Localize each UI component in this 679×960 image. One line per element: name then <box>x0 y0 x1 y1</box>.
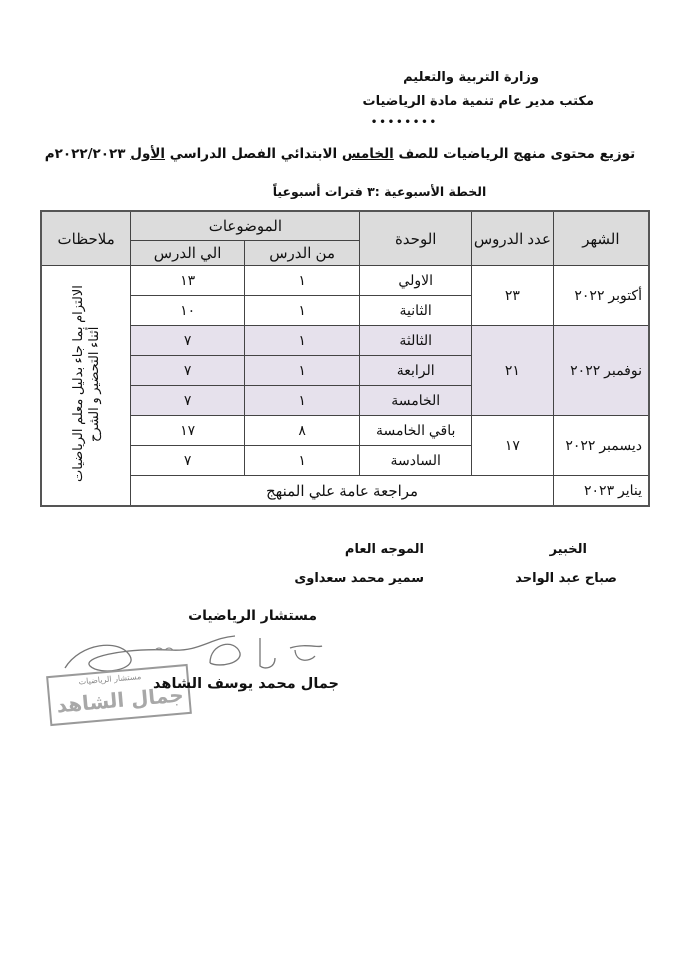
separator-dots: •••••••• <box>370 117 439 128</box>
stamp-line1: مستشار الرياضيات <box>78 672 142 687</box>
from-lesson-cell: ٨ <box>244 416 360 446</box>
to-lesson-cell: ١٧ <box>131 416 245 446</box>
month-cell: نوفمبر ٢٠٢٢ <box>553 326 649 416</box>
month-cell: يناير ٢٠٢٣ <box>553 476 649 507</box>
header-to-lesson: الي الدرس <box>131 241 245 266</box>
unit-cell: باقي الخامسة <box>360 416 472 446</box>
title-year: ٢٠٢٢/٢٠٢٣م <box>44 146 131 162</box>
lesson-count-cell: ٢٣ <box>472 266 554 326</box>
table-row <box>41 326 649 356</box>
expert-name: صباح عبد الواحد <box>515 571 617 586</box>
lesson-count-cell: ١٧ <box>472 416 554 476</box>
month-cell: ديسمبر ٢٠٢٢ <box>553 416 649 476</box>
to-lesson-cell: ٧ <box>131 446 245 476</box>
to-lesson-cell: ١٣ <box>131 266 245 296</box>
unit-cell: الثالثة <box>360 326 472 356</box>
weekly-plan-subtitle: الخطة الأسبوعية :٣ فترات أسبوعياً <box>272 184 487 199</box>
review-cell: مراجعة عامة علي المنهج <box>131 476 553 507</box>
to-lesson-cell: ١٠ <box>131 296 245 326</box>
document-title <box>20 146 660 162</box>
advisor-title: مستشار الرياضيات <box>188 608 317 624</box>
expert-title: الخبير <box>549 542 587 557</box>
curriculum-table <box>40 210 650 507</box>
month-cell: أكتوبر ٢٠٢٢ <box>553 266 649 326</box>
from-lesson-cell: ١ <box>244 356 360 386</box>
from-lesson-cell: ١ <box>244 446 360 476</box>
notes-text: الالتزام بما جاء بدليل معلم الرياضيات أثناء التحضير و الشرح <box>70 285 102 483</box>
supervisor-name: سمير محمد سعداوى <box>294 571 424 586</box>
header-from-lesson: من الدرس <box>244 241 360 266</box>
unit-cell: الرابعة <box>360 356 472 386</box>
unit-cell: الاولي <box>360 266 472 296</box>
office-name: مكتب مدير عام تنمية مادة الرياضيات <box>362 94 594 109</box>
table-row <box>41 416 649 446</box>
unit-cell: الخامسة <box>360 386 472 416</box>
ministry-name: وزارة التربية والتعليم <box>403 70 539 85</box>
from-lesson-cell: ١ <box>244 326 360 356</box>
from-lesson-cell: ١ <box>244 266 360 296</box>
notes-cell <box>41 266 131 507</box>
to-lesson-cell: ٧ <box>131 386 245 416</box>
title-grade: الخامس <box>341 146 394 162</box>
to-lesson-cell: ٧ <box>131 326 245 356</box>
stamp-line2: جمال الشاهد <box>55 682 185 718</box>
header-topics: الموضوعات <box>131 211 360 241</box>
from-lesson-cell: ١ <box>244 386 360 416</box>
header-notes: ملاحظات <box>41 211 131 266</box>
title-part1: توزيع محتوى منهج الرياضيات للصف <box>393 146 636 162</box>
header-lesson-count: عدد الدروس <box>472 211 554 266</box>
title-part2: الابتدائي الفصل الدراسي <box>165 146 342 162</box>
unit-cell: السادسة <box>360 446 472 476</box>
to-lesson-cell: ٧ <box>131 356 245 386</box>
table-row <box>41 266 649 296</box>
table-row <box>41 476 649 507</box>
supervisor-title: الموجه العام <box>344 542 424 557</box>
header-month: الشهر <box>553 211 649 266</box>
title-term: الأول <box>130 146 166 162</box>
unit-cell: الثانية <box>360 296 472 326</box>
lesson-count-cell: ٢١ <box>472 326 554 416</box>
from-lesson-cell: ١ <box>244 296 360 326</box>
advisor-name: جمال محمد يوسف الشاهد <box>153 676 339 692</box>
header-unit: الوحدة <box>360 211 472 266</box>
